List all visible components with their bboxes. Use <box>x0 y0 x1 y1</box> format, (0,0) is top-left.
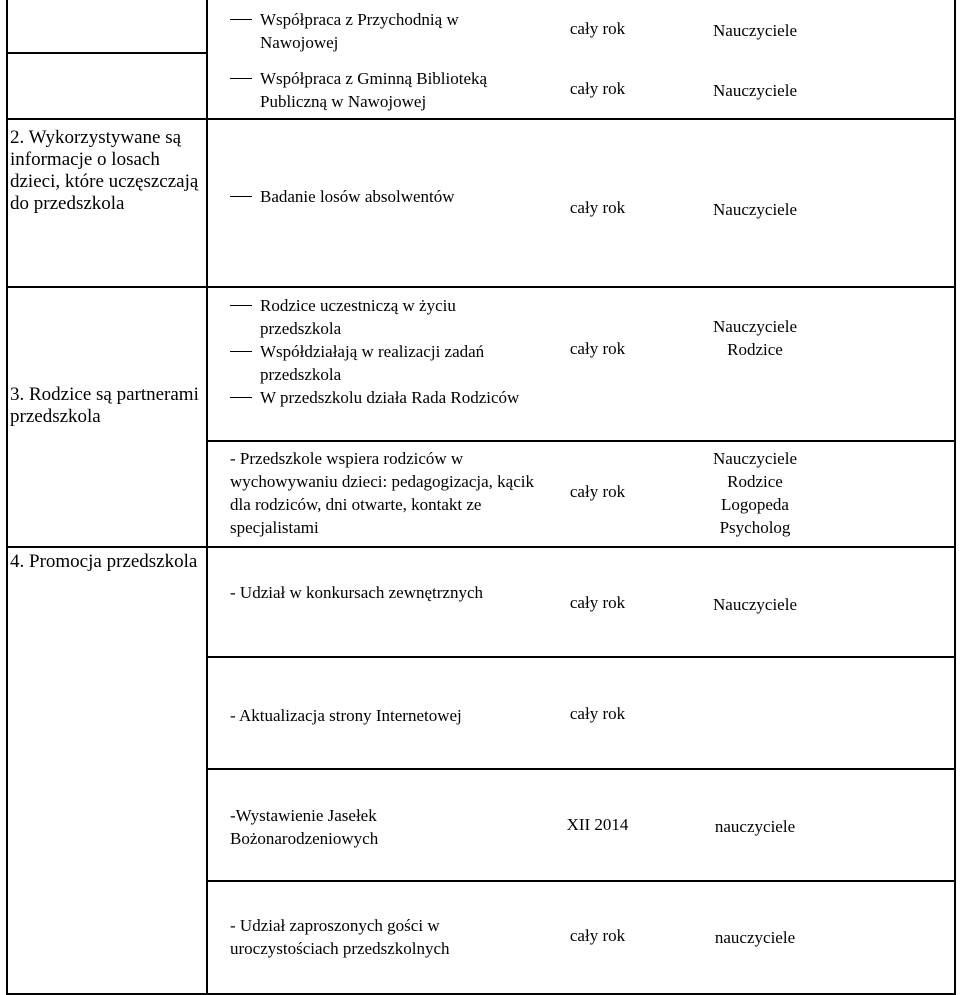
activity-item: - Udział w konkursach zewnętrznych <box>230 583 484 602</box>
row-divider <box>6 546 955 548</box>
responsible-cell <box>655 447 855 539</box>
responsible-item: Psycholog <box>719 518 791 537</box>
term-cell: cały rok <box>569 79 626 98</box>
activity-item: W przedszkolu działa Rada Rodziców <box>230 386 540 409</box>
activity-item: Rodzice uczestniczą w życiu przedszkola <box>230 294 540 340</box>
activity-cell <box>230 804 490 850</box>
activity-cell <box>230 447 540 539</box>
responsible-cell <box>655 79 855 102</box>
responsible-item: Nauczyciele <box>713 317 797 336</box>
activity-item: -Wystawienie Jasełek Bożonarodzeniowych <box>230 806 379 848</box>
responsible-cell <box>655 926 855 949</box>
responsible-item: Nauczyciele <box>713 81 797 100</box>
responsible-item: Logopeda <box>721 495 789 514</box>
responsible-cell <box>655 198 855 221</box>
table-border-left <box>6 0 8 995</box>
term-cell: cały rok <box>569 926 626 945</box>
activity-cell <box>230 704 540 727</box>
row-divider <box>6 286 955 288</box>
activity-cell <box>230 185 540 208</box>
term-cell: cały rok <box>569 198 626 217</box>
responsible-item: Nauczyciele <box>713 449 797 468</box>
activity-item: Współdziałają w realizacji zadań przedszkola <box>230 340 540 386</box>
row-divider <box>206 656 955 658</box>
goal-cell: 3. Rodzice są partnerami przedszkola <box>10 384 199 427</box>
activity-item: - Aktualizacja strony Internetowej <box>230 706 462 725</box>
row-divider <box>6 52 206 54</box>
term-cell: cały rok <box>569 339 626 358</box>
activity-cell <box>230 581 540 604</box>
term-cell: cały rok <box>569 704 626 723</box>
activity-item: Współpraca z Przychodnią w Nawojowej <box>230 8 540 54</box>
activity-cell <box>230 67 540 113</box>
activity-cell <box>230 8 540 54</box>
activity-cell <box>230 294 540 409</box>
term-cell: cały rok <box>569 482 626 501</box>
row-divider <box>6 118 955 120</box>
activity-cell <box>230 914 510 960</box>
term-cell: XII 2014 <box>566 815 629 834</box>
activity-item: Badanie losów absolwentów <box>230 185 540 208</box>
responsible-item: Nauczyciele <box>713 21 797 40</box>
responsible-item: Nauczyciele <box>713 595 797 614</box>
goal-cell: 4. Promocja przedszkola <box>10 551 198 572</box>
column-divider <box>206 0 208 995</box>
activity-item: Współpraca z Gminną Biblioteką Publiczną w Nawojowej <box>230 67 540 113</box>
responsible-item: Rodzice <box>727 340 783 359</box>
responsible-item: Rodzice <box>727 472 783 491</box>
responsible-item: Nauczyciele <box>713 200 797 219</box>
responsible-cell <box>655 815 855 838</box>
term-cell: cały rok <box>569 19 626 38</box>
responsible-cell <box>655 19 855 42</box>
activity-item: - Udział zaproszonych gości w uroczystościach przedszkolnych <box>230 916 450 958</box>
row-divider <box>206 880 955 882</box>
row-divider <box>206 440 955 442</box>
goal-cell: 2. Wykorzystywane są informacje o losach dzieci, które uczęszczają do przedszkola <box>10 127 199 214</box>
row-divider <box>206 768 955 770</box>
table-border-right <box>954 0 956 995</box>
activity-item: - Przedszkole wspiera rodziców w wychowywaniu dzieci: pedagogizacja, kącik dla rodziców, dni otwarte, kontakt ze specjalistami <box>230 449 534 537</box>
responsible-item: nauczyciele <box>714 928 796 947</box>
term-cell: cały rok <box>569 593 626 612</box>
responsible-cell <box>655 593 855 616</box>
responsible-item: nauczyciele <box>714 817 796 836</box>
responsible-cell <box>655 315 855 361</box>
